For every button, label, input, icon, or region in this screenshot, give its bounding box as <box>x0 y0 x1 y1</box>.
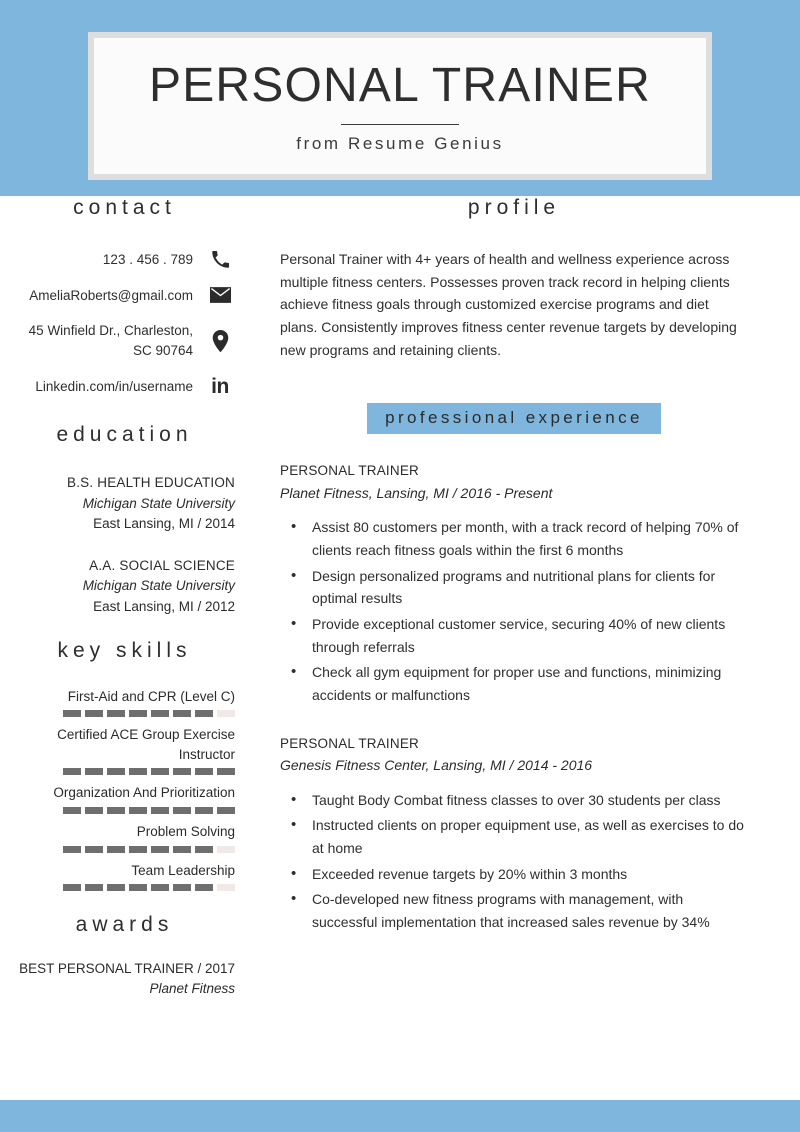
skill-rating-segment <box>173 710 191 717</box>
award-name: BEST PERSONAL TRAINER / 2017 <box>19 961 235 977</box>
experience-section <box>280 403 748 933</box>
skill-rating-segment <box>217 768 235 775</box>
skill-label: First-Aid and CPR (Level C) <box>67 688 235 704</box>
experience-heading: professional experience <box>367 403 661 434</box>
experience-job <box>280 460 748 706</box>
education-degree: B.S. HEALTH EDUCATION <box>67 475 235 491</box>
education-school: Michigan State University <box>82 495 235 511</box>
job-bullet-list <box>280 789 748 934</box>
page-subtitle: from Resume Genius <box>296 134 504 153</box>
education-section <box>18 423 235 617</box>
education-heading: education <box>56 423 193 447</box>
skill-rating-segment <box>63 846 81 853</box>
job-bullet: • Exceeded revenue targets by 20% within 3 months <box>306 863 748 886</box>
skill-label: Organization And Prioritization <box>53 785 235 801</box>
skill-rating-segment <box>195 884 213 891</box>
skill-rating-segment <box>63 710 81 717</box>
experience-job-list <box>280 460 748 933</box>
profile-section <box>280 196 748 361</box>
skill-rating-segment <box>173 768 191 775</box>
education-location: East Lansing, MI / 2012 <box>93 598 235 614</box>
education-location: East Lansing, MI / 2014 <box>93 515 235 531</box>
skill-rating-bar <box>18 768 235 775</box>
skill-rating-segment <box>107 846 125 853</box>
key-skills-section <box>18 639 235 891</box>
job-bullet: • Co-developed new fitness programs with management, with successful implementation that increased sales revenue by 34% <box>306 888 748 933</box>
job-bullet: • Instructed clients on proper equipment use, as well as exercises to do at home <box>306 814 748 859</box>
skill-rating-bar <box>18 884 235 891</box>
skill-rating-segment <box>85 846 103 853</box>
skill-rating-segment <box>173 884 191 891</box>
header-band <box>0 0 800 196</box>
page-title: PERSONAL TRAINER <box>149 59 651 112</box>
job-company-and-dates: Genesis Fitness Center, Lansing, MI / 2014 - 2016 <box>280 757 593 774</box>
skill-item <box>18 822 235 853</box>
footer-band <box>0 1100 800 1132</box>
skill-rating-segment <box>217 807 235 814</box>
job-company-and-dates: Planet Fitness, Lansing, MI / 2016 - Present <box>280 484 553 501</box>
experience-banner-wrap <box>280 403 748 434</box>
skill-rating-segment <box>195 710 213 717</box>
contact-list <box>18 250 235 397</box>
skill-rating-segment <box>151 710 169 717</box>
skill-rating-segment <box>217 884 235 891</box>
job-bullet-list <box>280 516 748 706</box>
skill-rating-bar <box>18 846 235 853</box>
profile-heading: profile <box>467 196 561 219</box>
skill-rating-bar <box>18 710 235 717</box>
profile-text: Personal Trainer with 4+ years of health and wellness experience across multiple fitness centers. Possesses proven track record in helping clients achieve fitness goals through customized exercise programs and diet plans. Consistently improves fitness center revenue targets by developing new programs and retaining clients. <box>280 251 737 358</box>
job-bullet: • Design personalized programs and nutritional plans for clients for optimal results <box>306 565 748 610</box>
award-entry <box>18 959 235 1000</box>
skill-rating-segment <box>63 768 81 775</box>
job-title: PERSONAL TRAINER <box>280 463 419 479</box>
contact-item-address[interactable] <box>18 321 235 360</box>
skill-rating-segment <box>195 846 213 853</box>
skill-rating-segment <box>63 807 81 814</box>
main-column <box>268 196 800 1100</box>
contact-heading: contact <box>73 196 176 219</box>
skill-rating-segment <box>129 710 147 717</box>
skill-rating-segment <box>85 768 103 775</box>
job-bullet: • Provide exceptional customer service, securing 40% of new clients through referrals <box>306 613 748 658</box>
key-skills-heading: key skills <box>57 638 192 662</box>
experience-job <box>280 733 748 934</box>
contact-address-text: 45 Winfield Dr., Charleston, SC 90764 <box>28 323 193 358</box>
skill-item <box>18 783 235 814</box>
skill-item <box>18 725 235 775</box>
award-organization: Planet Fitness <box>149 981 235 997</box>
skill-rating-bar <box>18 807 235 814</box>
skill-rating-segment <box>129 846 147 853</box>
skill-item <box>18 687 235 718</box>
linkedin-glyph: in <box>211 375 229 399</box>
education-degree: A.A. SOCIAL SCIENCE <box>89 558 235 573</box>
education-entry <box>18 473 235 534</box>
skill-rating-segment <box>173 846 191 853</box>
skill-rating-segment <box>195 807 213 814</box>
contact-item-email[interactable] <box>18 286 235 306</box>
skill-rating-segment <box>129 884 147 891</box>
envelope-icon <box>205 287 235 303</box>
skill-rating-segment <box>107 768 125 775</box>
skill-rating-segment <box>173 807 191 814</box>
skill-rating-segment <box>85 807 103 814</box>
skill-rating-segment <box>85 884 103 891</box>
job-bullet: • Check all gym equipment for proper use and functions, minimizing accidents or malfunctions <box>306 661 748 706</box>
header-card-inner <box>94 38 706 174</box>
skill-item <box>18 861 235 892</box>
contact-section <box>18 196 235 397</box>
skill-rating-segment <box>107 884 125 891</box>
skill-rating-segment <box>129 807 147 814</box>
awards-section <box>18 913 235 1000</box>
education-list <box>18 473 235 617</box>
skill-rating-segment <box>151 884 169 891</box>
skill-rating-segment <box>151 807 169 814</box>
skill-rating-segment <box>217 846 235 853</box>
title-divider <box>341 124 459 125</box>
job-bullet: • Taught Body Combat fitness classes to over 30 students per class <box>306 789 748 812</box>
skill-rating-segment <box>85 710 103 717</box>
job-title: PERSONAL TRAINER <box>280 735 419 751</box>
job-bullet: • Assist 80 customers per month, with a track record of helping 70% of clients reach fitness goals within the first 6 months <box>306 516 748 561</box>
resume-body <box>0 196 800 1100</box>
skill-rating-segment <box>107 807 125 814</box>
header-card <box>88 32 712 180</box>
sidebar-column <box>0 196 268 1100</box>
skill-label: Team Leadership <box>131 862 235 878</box>
skill-label: Problem Solving <box>136 824 235 839</box>
contact-linkedin-text: Linkedin.com/in/username <box>35 378 193 394</box>
key-skills-list <box>18 687 235 891</box>
phone-icon <box>205 250 235 269</box>
skill-rating-segment <box>151 846 169 853</box>
contact-item-phone[interactable] <box>18 250 235 270</box>
location-pin-icon <box>205 330 235 352</box>
skill-label: Certified ACE Group Exercise Instructor <box>57 727 235 762</box>
contact-item-linkedin[interactable] <box>18 376 235 397</box>
contact-phone-text: 123 . 456 . 789 <box>102 252 193 267</box>
skill-rating-segment <box>217 710 235 717</box>
skill-rating-segment <box>63 884 81 891</box>
awards-heading: awards <box>75 913 174 937</box>
skill-rating-segment <box>129 768 147 775</box>
education-school: Michigan State University <box>82 578 235 594</box>
contact-email-text: AmeliaRoberts@gmail.com <box>29 287 193 303</box>
skill-rating-segment <box>151 768 169 775</box>
awards-list <box>18 959 235 1000</box>
education-entry <box>18 556 235 617</box>
skill-rating-segment <box>195 768 213 775</box>
skill-rating-segment <box>107 710 125 717</box>
linkedin-icon <box>205 376 235 397</box>
